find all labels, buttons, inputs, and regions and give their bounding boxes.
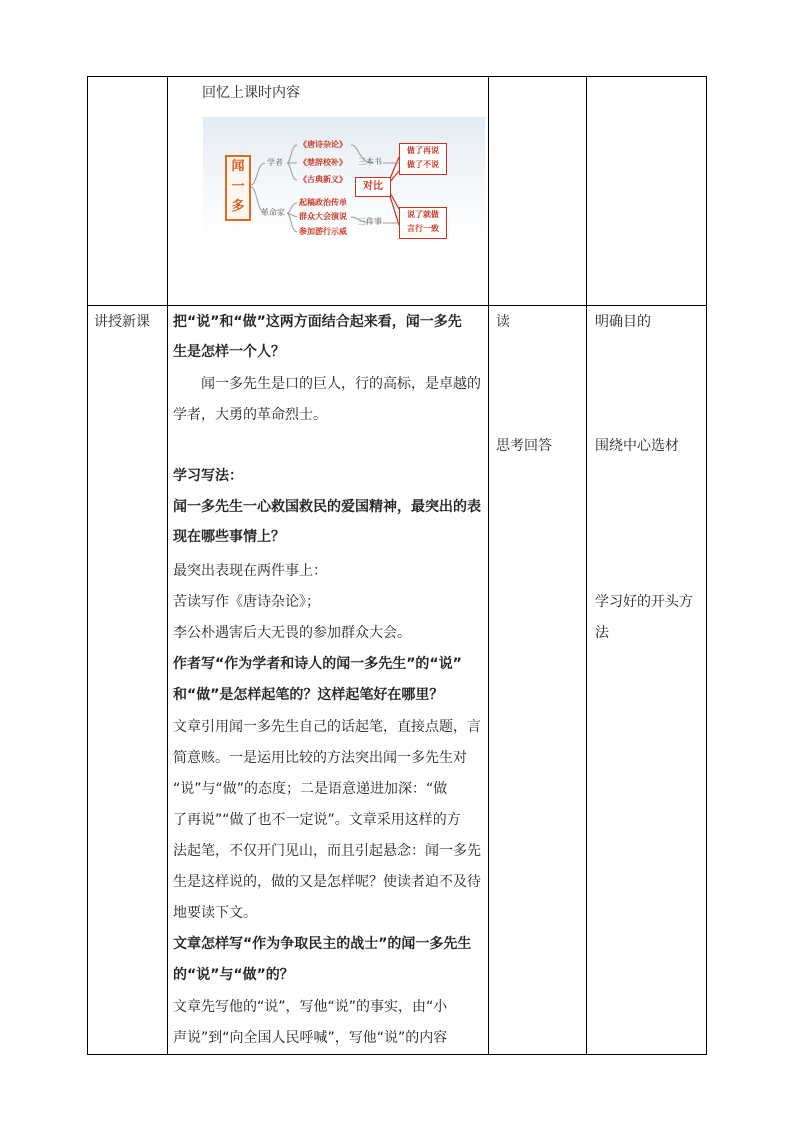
three-books-label: 三本书 [358,157,382,166]
content-line: 闻一多先生是口的巨人，行的高标，是卓越的 [201,376,481,392]
book-3: 《古典新义》 [299,175,347,184]
column-divider-2 [488,76,489,1055]
design-intent-4: 法 [595,625,609,641]
design-intent-1: 明确目的 [595,314,651,330]
table-right-border [706,76,707,1055]
three-things-label: 三件事 [358,217,382,226]
content-line: 生是这样说的，做的又是怎样呢？使读者迫不及待 [173,874,481,890]
role-scholar: 学者 [267,158,283,167]
content-line: 学者，大勇的革命烈士。 [173,407,327,423]
content-line: “说”与“做”的态度；二是语意递进加深：“做 [173,781,448,797]
role-revolutionary: 革命家 [261,208,285,217]
content-line: 和“做”是怎样起笔的？这样起笔好在哪里？ [173,687,444,703]
scholar-attitude-box [399,143,447,175]
content-line: 作者写“作为学者和诗人的闻一多先生”的“说” [173,656,462,672]
column-divider-3 [586,76,587,1055]
person-char-1: 闻 [231,159,245,174]
deed-1: 起稿政治传单 [299,198,347,207]
design-intent-3: 学习好的开头方 [595,594,693,610]
content-line: 最突出表现在两件事上： [173,563,327,579]
scholar-attitude-2: 做了不说 [407,160,439,169]
scholar-attitude-1: 做了再说 [407,146,439,155]
revolutionary-attitude-1: 说了就做 [407,210,439,219]
contrast-box: 对比 [355,177,391,197]
content-line: 的“说”与“做”的？ [173,967,294,983]
column-divider-1 [167,76,168,1055]
content-line: 地要读下文。 [173,905,257,921]
content-line: 简意赅。一是运用比较的方法突出闻一多先生对 [173,750,467,766]
student-activity-read: 读 [496,314,510,330]
content-line: 闻一多先生一心救国救民的爱国精神，最突出的表 [173,499,481,515]
content-line: 现在哪些事情上？ [173,529,285,545]
book-1: 《唐诗杂论》 [299,140,347,149]
person-name-box [225,155,251,221]
content-line: 文章引用闻一多先生自己的话起笔，直接点题，言 [173,719,481,735]
revolutionary-attitude-2: 言行一致 [407,224,439,233]
table-top-border [87,76,707,77]
stage-label: 讲授新课 [94,314,150,330]
content-line: 生是怎样一个人？ [173,344,285,360]
recap-heading: 回忆上课时内容 [202,85,300,101]
content-line: 把“说”和“做”这两方面结合起来看，闻一多先 [173,314,462,330]
revolutionary-attitude-box [399,207,447,239]
person-char-3: 多 [231,199,245,214]
row-divider [87,305,707,306]
content-line: 文章怎样写“作为争取民主的战士”的闻一多先生 [173,936,472,952]
content-line: 苦读写作《唐诗杂论》； [173,594,320,610]
content-line: 文章先写他的“说”，写他“说”的事实，由“小 [173,999,448,1015]
book-2: 《楚辞校补》 [299,158,347,167]
table-left-border [87,76,88,1055]
content-line: 法起笔，不仅开门见山，而且引起悬念：闻一多先 [173,843,481,859]
content-line: 李公朴遇害后大无畏的参加群众大会。 [173,625,411,641]
deed-2: 群众大会演说 [299,212,347,221]
recap-mind-map [203,117,485,243]
student-activity-answer: 思考回答 [496,438,552,454]
person-char-2: 一 [231,179,245,194]
content-line: 声说”到“向全国人民呼喊”，写他“说”的内容 [173,1030,448,1046]
content-line: 学习写法： [173,468,243,484]
table-bottom-border [87,1054,707,1055]
deed-3: 参加游行示威 [299,227,347,236]
content-line: 了再说”“做了也不一定说”。文章采用这样的方 [173,812,461,828]
design-intent-2: 围绕中心选材 [595,438,679,454]
